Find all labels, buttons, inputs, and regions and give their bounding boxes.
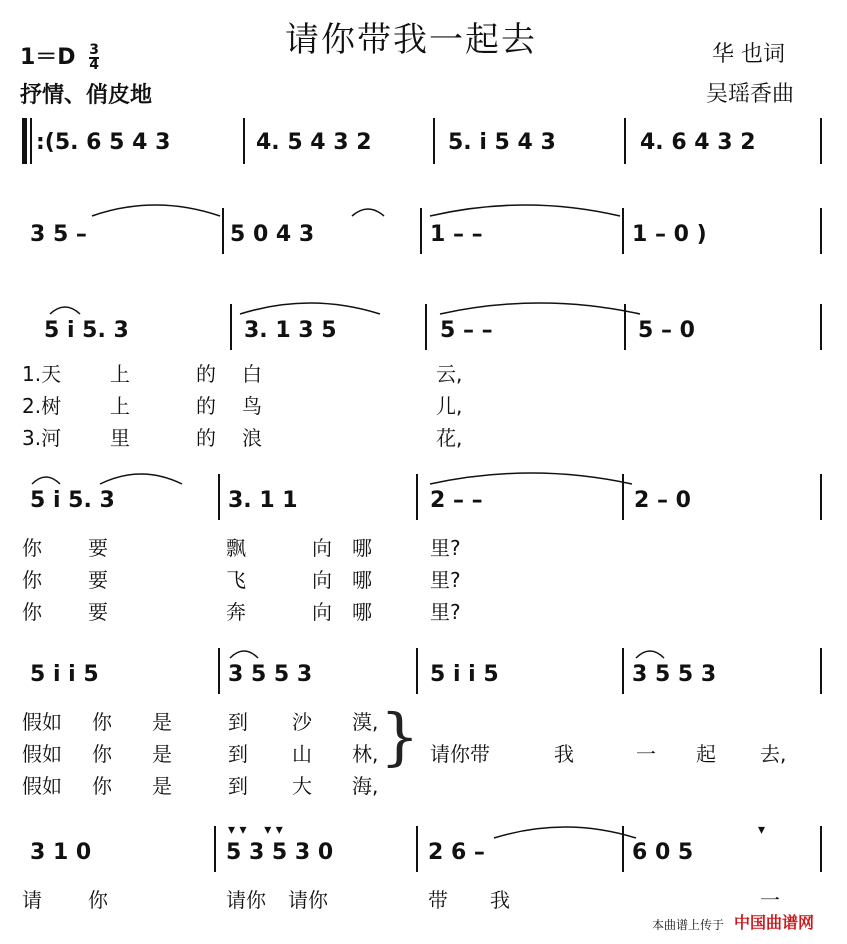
barline [243,118,245,164]
lyric-syllable: 鸟 [242,394,262,418]
lyric-syllable: 一 [760,888,780,912]
lyric-syllable: 一 [636,742,656,766]
barline [416,826,418,872]
tie-slur [490,820,650,842]
lyric-syllable: 请你 [226,888,266,912]
lyric-syllable: 上 [110,394,130,418]
repeat-start-barline [22,118,27,164]
barline [820,826,822,872]
staccato-marks: ▾ ▾ ▾ ▾ [228,822,283,838]
lyric-syllable: 2.树 [22,394,62,418]
lyric-syllable: 里 [110,426,130,450]
lyric-syllable: 大 [292,774,312,798]
barline [218,648,220,694]
lyric-syllable: 海, [352,774,379,798]
tempo-marking: 抒情、俏皮地 [20,83,153,108]
measure-6-3: 2 6 – [428,840,485,865]
lyric-syllable: 假如 [22,710,62,734]
lyric-syllable: 是 [152,742,172,766]
lyric-syllable: 到 [228,742,248,766]
lyric-syllable: 要 [88,600,108,624]
barline [820,118,822,164]
measure-1-4: 4. 6 4 3 2 [640,130,756,155]
measure-3-2: 3. 1 3 5 [244,318,337,343]
site-logo: 中国曲谱网 [734,913,815,932]
lyric-syllable: 漠, [352,710,379,734]
lyric-syllable: 你 [88,888,108,912]
lyric-syllable: 你 [92,774,112,798]
lyric-syllable: 1.天 [22,362,62,386]
composer-credit: 吴瑶香曲 [706,82,795,107]
staccato-mark: ▾ [758,822,766,838]
lyric-syllable: 的 [196,426,216,450]
lyricist-credit: 华 也词 [712,42,785,67]
measure-5-4: 3 5 5 3 [632,662,717,687]
lyric-syllable: 山 [292,742,312,766]
lyric-syllable: 的 [196,394,216,418]
measure-1-1: :(5. 6 5 4 3 [36,130,171,155]
lyric-syllable: 向 [312,568,332,592]
barline [624,118,626,164]
time-signature [89,44,99,72]
lyric-syllable: 飘 [226,536,246,560]
measure-1-2: 4. 5 4 3 2 [256,130,372,155]
lyric-syllable: 3.河 [22,426,62,450]
barline [820,474,822,520]
upload-note: 本曲谱上传于 [652,918,725,932]
measure-3-3: 5 – – [440,318,493,343]
tie-slurs [26,466,666,488]
measure-6-4: 6 0 5 [632,840,694,865]
lyric-syllable: 哪 [352,600,372,624]
lyric-syllable: 要 [88,536,108,560]
lyric-syllable: 哪 [352,536,372,560]
measure-5-3: 5 i i 5 [430,662,499,687]
time-numerator: 3 [89,42,99,58]
measure-2-2: 5 0 4 3 [230,222,315,247]
lyric-syllable: 要 [88,568,108,592]
key-label: 1＝D [20,45,76,70]
lyric-syllable: 我 [490,888,510,912]
measure-4-1: 5 i 5. 3 [30,488,115,513]
lyric-syllable: 去, [760,742,787,766]
lyric-syllable: 请 [22,888,42,912]
tie-slurs [40,296,660,318]
barline [30,118,32,164]
measure-6-1: 3 1 0 [30,840,92,865]
lyric-syllable: 里? [430,568,461,592]
lyric-syllable: 里? [430,600,461,624]
measure-4-3: 2 – – [430,488,483,513]
lyric-syllable: 带 [428,888,448,912]
lyric-syllable: 里? [430,536,461,560]
measure-3-1: 5 i 5. 3 [44,318,129,343]
lyric-syllable: 你 [92,742,112,766]
measure-4-4: 2 – 0 [634,488,691,513]
lyric-syllable: 白 [242,362,262,386]
barline [820,648,822,694]
measure-1-3: 5. i 5 4 3 [448,130,556,155]
lyric-syllable: 请你带 [430,742,490,766]
verse-brace: } [380,700,420,773]
lyric-syllable: 沙 [292,710,312,734]
lyric-syllable: 向 [312,536,332,560]
measure-5-2: 3 5 5 3 [228,662,313,687]
lyric-syllable: 的 [196,362,216,386]
measure-5-1: 5 i i 5 [30,662,99,687]
lyric-syllable: 云, [436,362,463,386]
lyric-syllable: 儿, [436,394,463,418]
lyric-syllable: 你 [22,536,42,560]
lyric-syllable: 你 [22,600,42,624]
key-signature [20,40,99,72]
measure-2-3: 1 – – [430,222,483,247]
lyric-syllable: 到 [228,774,248,798]
song-title: 请你带我一起去 [285,20,537,60]
barline [214,826,216,872]
lyric-syllable: 假如 [22,742,62,766]
lyric-syllable: 你 [22,568,42,592]
lyric-syllable: 起 [696,742,716,766]
measure-3-4: 5 – 0 [638,318,695,343]
lyric-syllable: 花, [436,426,463,450]
lyric-syllable: 浪 [242,426,262,450]
measure-2-4: 1 – 0 ) [632,222,707,247]
lyric-syllable: 到 [228,710,248,734]
lyric-syllable: 林, [352,742,379,766]
lyric-syllable: 假如 [22,774,62,798]
lyric-syllable: 我 [554,742,574,766]
lyric-syllable: 请你 [288,888,328,912]
measure-2-1: 3 5 – [30,222,87,247]
lyric-syllable: 是 [152,774,172,798]
lyric-syllable: 你 [92,710,112,734]
barline [433,118,435,164]
lyric-syllable: 是 [152,710,172,734]
lyric-syllable: 哪 [352,568,372,592]
lyric-syllable: 奔 [226,600,246,624]
lyric-syllable: 飞 [226,568,246,592]
lyric-line [22,358,61,387]
lyric-syllable: 向 [312,600,332,624]
measure-4-2: 3. 1 1 [228,488,298,513]
time-denominator: 4 [89,57,99,73]
barline [820,304,822,350]
tie-slurs [226,640,666,662]
measure-6-2: 5 3 5 3 0 [226,840,334,865]
tie-slurs [90,198,830,218]
lyric-syllable: 上 [110,362,130,386]
